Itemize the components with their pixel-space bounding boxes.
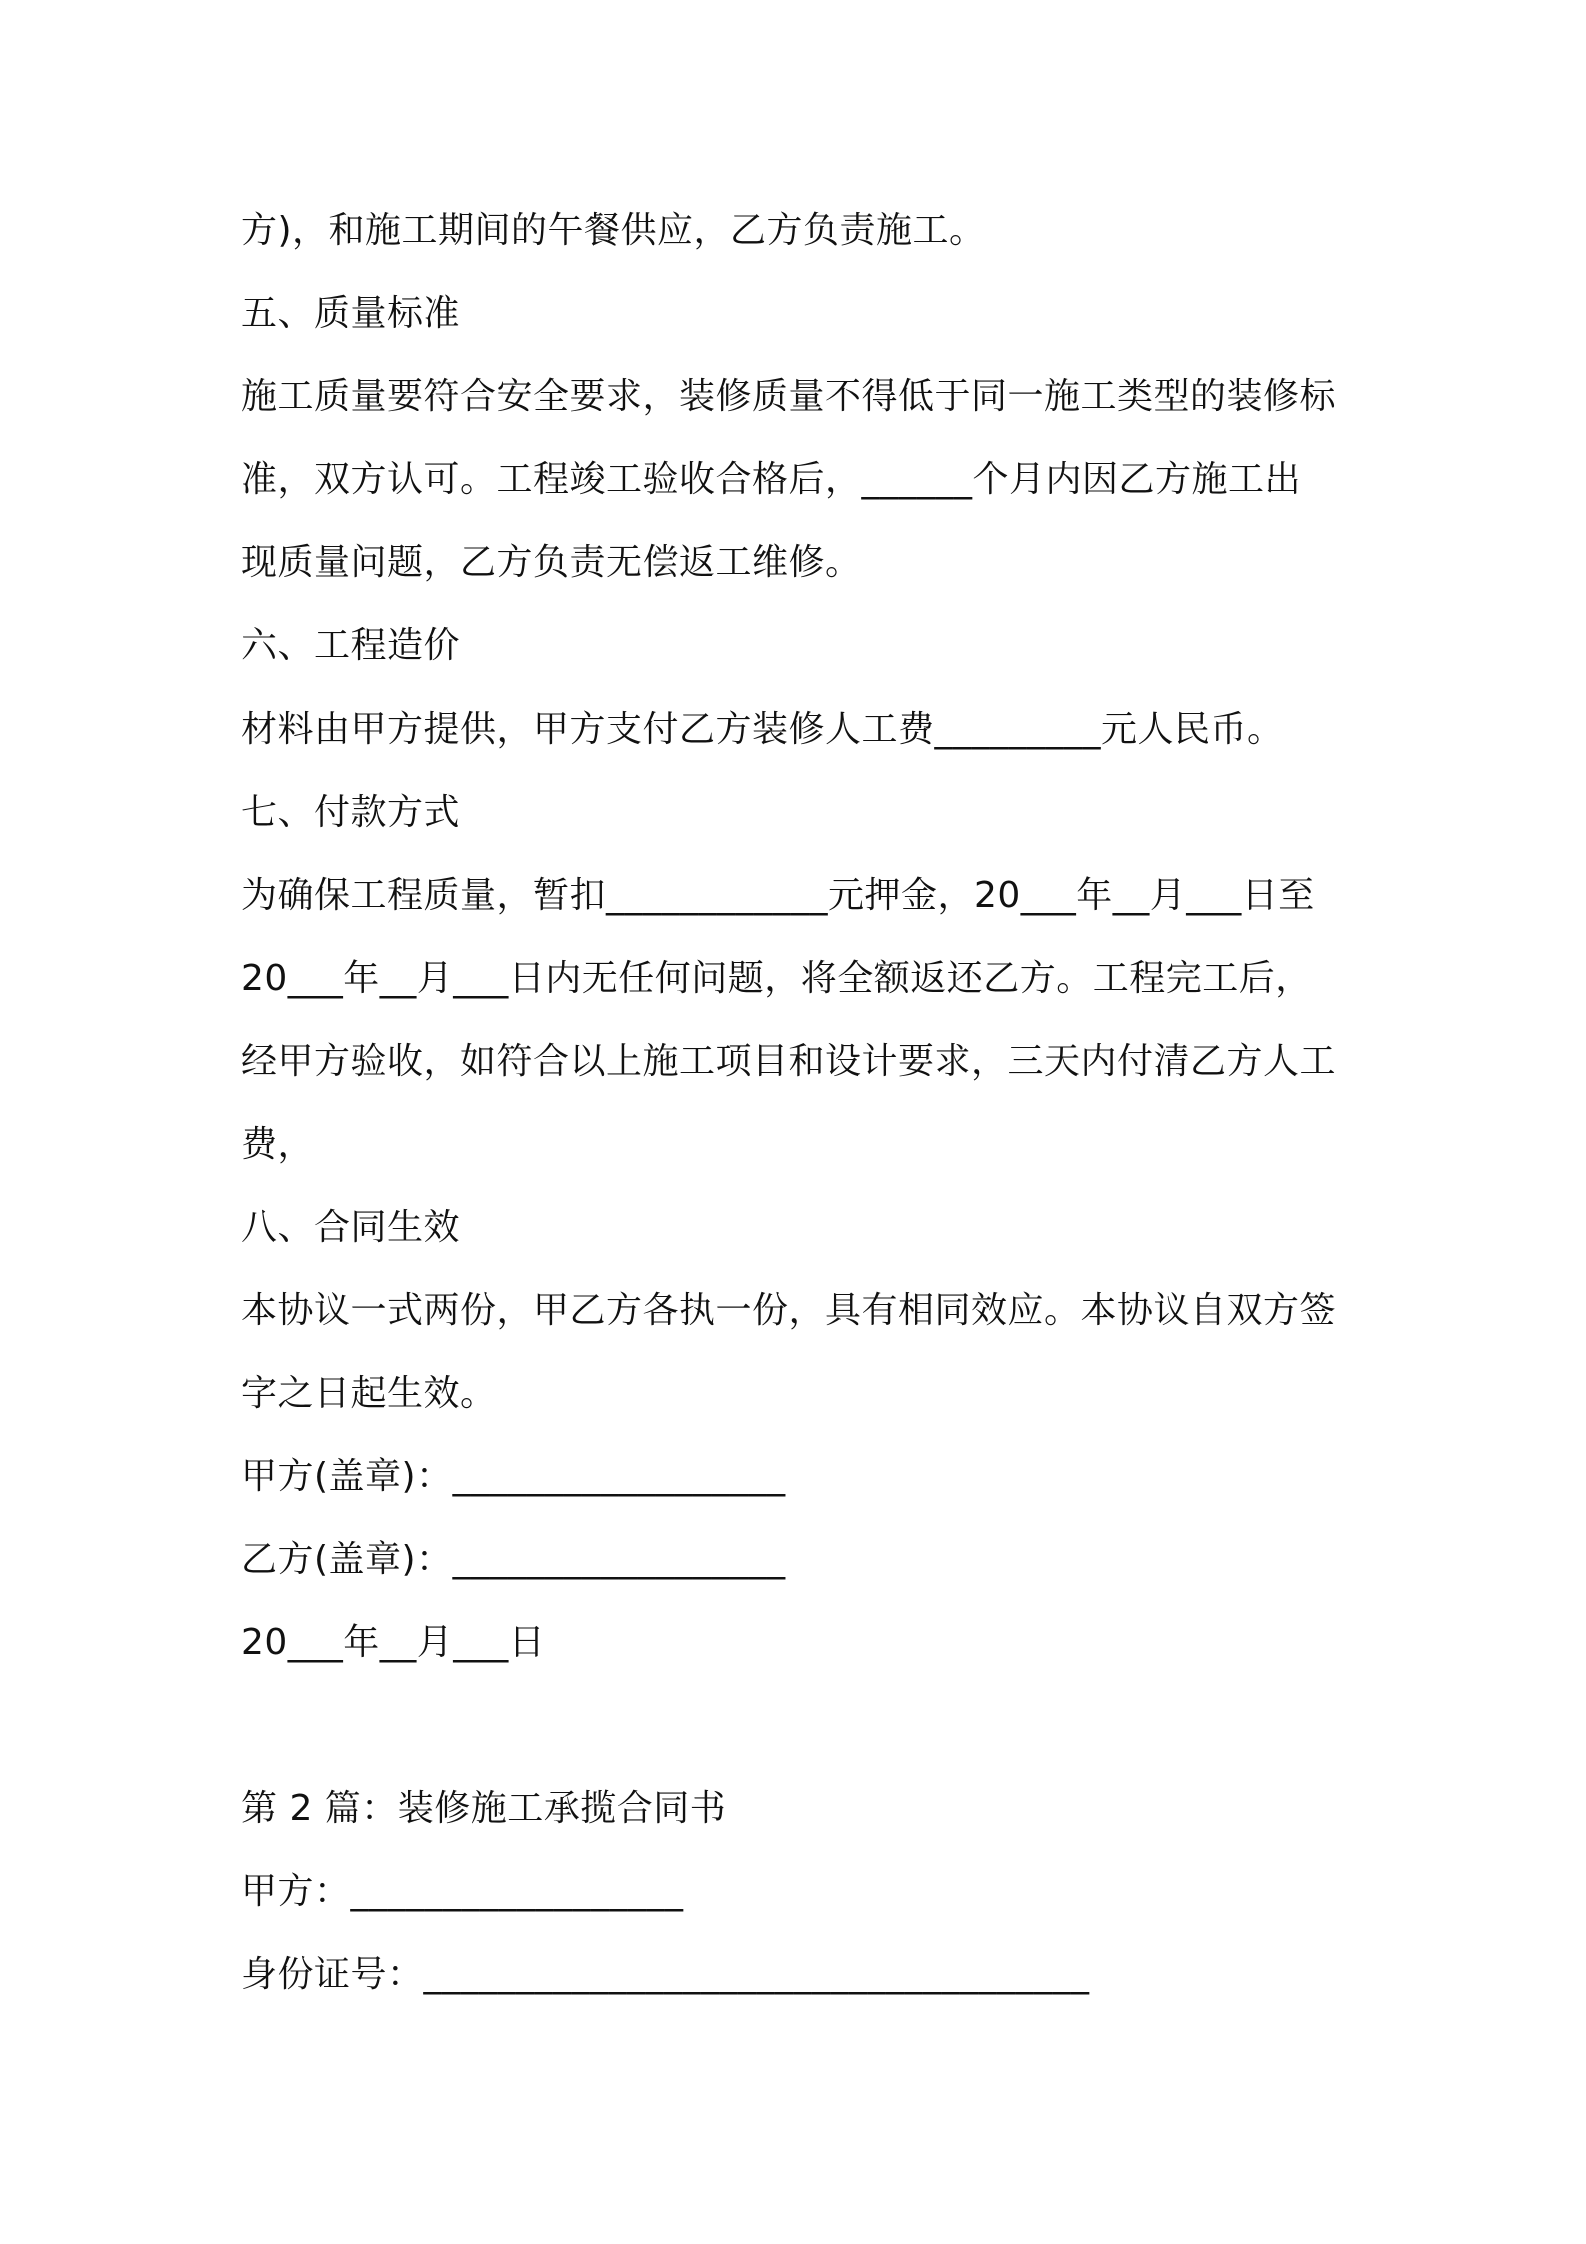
section-heading: 五、质量标准	[241, 293, 461, 334]
chapter-title: 第 2 篇：装修施工承揽合同书	[241, 1788, 727, 1829]
signature-line-party-b: 乙方(盖章)：__________________	[241, 1539, 786, 1580]
text-line: 施工质量要符合安全要求，装修质量不得低于同一施工类型的装修标	[241, 376, 1337, 417]
party-a-line: 甲方：__________________	[241, 1871, 684, 1912]
text-line: 方)，和施工期间的午餐供应，乙方负责施工。	[241, 210, 986, 251]
text-line: 为确保工程质量，暂扣____________元押金，20___年__月___日至	[241, 875, 1315, 916]
id-number-line: 身份证号：____________________________________	[241, 1954, 1090, 1995]
text-line: 20___年__月___日内无任何问题，将全额返还乙方。工程完工后，	[241, 958, 1312, 999]
text-line: 经甲方验收，如符合以上施工项目和设计要求，三天内付清乙方人工	[241, 1041, 1337, 1082]
text-line: 费，	[241, 1124, 315, 1165]
text-line: 准，双方认可。工程竣工验收合格后，______个月内因乙方施工出	[241, 459, 1302, 500]
section-heading: 七、付款方式	[241, 792, 461, 833]
text-line: 本协议一式两份，甲乙方各执一份，具有相同效应。本协议自双方签	[241, 1290, 1337, 1331]
signature-line-party-a: 甲方(盖章)：__________________	[241, 1456, 786, 1497]
date-line: 20___年__月___日	[241, 1622, 546, 1663]
section-heading: 八、合同生效	[241, 1207, 461, 1248]
text-line: 现质量问题，乙方负责无偿返工维修。	[241, 542, 862, 583]
section-heading: 六、工程造价	[241, 625, 461, 666]
text-line: 材料由甲方提供，甲方支付乙方装修人工费_________元人民币。	[241, 709, 1284, 750]
text-line: 字之日起生效。	[241, 1373, 497, 1414]
